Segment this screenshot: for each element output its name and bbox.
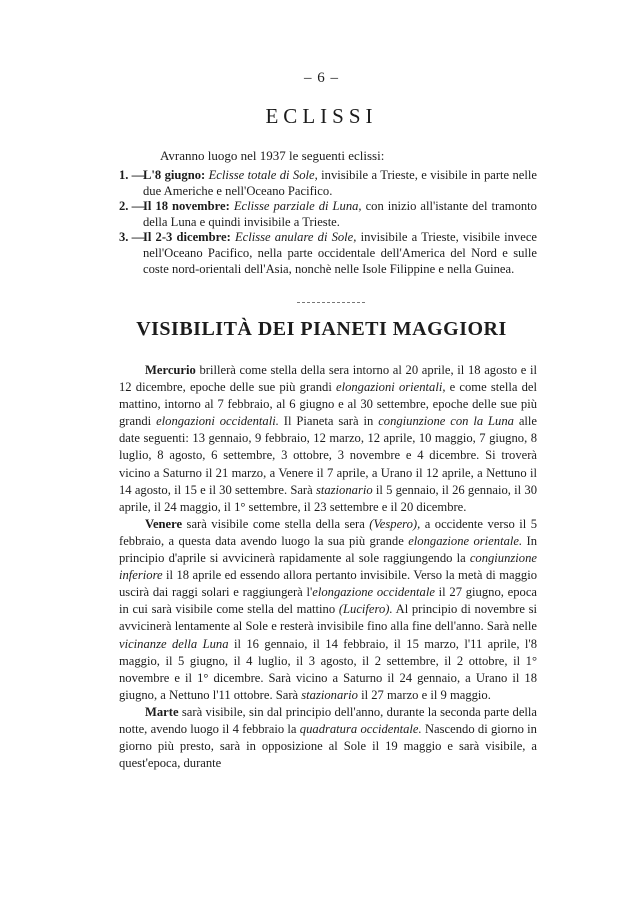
- eclipse-item-3: [119, 230, 537, 277]
- italic-term: quadratura occidentale.: [299, 721, 422, 736]
- paragraph-venere: [119, 516, 537, 704]
- paragraph-mercurio: [119, 362, 537, 516]
- eclipse-type: Eclisse anulare di Sole,: [234, 230, 357, 245]
- text-run: il 16 gennaio, il 14 febbraio, il 15 marzo, l'11 aprile, l'8 maggio, il 5 giugno, il 4 luglio, il 3 agosto, il 2 settembre, il 2 ottobre, il 1° novembre e il 1° dicembre. Sarà vicino a Saturno il 24 gennaio, a Urano il 18 giugno, a Nettuno l'11 ottobre. Sarà: [119, 636, 537, 702]
- text-run: Il Pianeta sarà in: [278, 414, 379, 429]
- italic-term: elongazioni occidentali.: [156, 414, 279, 429]
- eclipse-item-2: [119, 199, 537, 230]
- eclissi-intro: Avranno luogo nel 1937 le seguenti eclissi:: [160, 148, 385, 163]
- italic-term: (Lucifero).: [338, 602, 393, 617]
- italic-term: stazionario: [301, 687, 358, 702]
- text-run: sarà visibile, sin dal principio dell'anno, durante la seconda parte della notte, avendo luogo il 4 febbraio la: [119, 704, 537, 736]
- eclipse-number: 2. —: [119, 199, 145, 214]
- italic-term: stazionario: [315, 482, 373, 497]
- eclipse-date: Il 18 novembre:: [143, 199, 230, 214]
- italic-term: elongazione orientale.: [408, 533, 523, 548]
- eclipse-number: 3. —: [119, 230, 145, 245]
- eclipse-description: con inizio all'istante del tramonto della Luna e quindi invisibile a Trieste.: [143, 199, 537, 229]
- italic-term: elongazioni orientali,: [336, 380, 446, 395]
- text-run: il 27 giugno, epoca in cui sarà visibile come stella del mattino: [119, 585, 537, 617]
- text-run: il 5 gennaio, il 26 gennaio, il 30 aprile, il 24 maggio, il 1° settembre, il 23 settembre e il 20 dicembre.: [119, 482, 537, 514]
- italic-term: congiunzione con la Luna: [378, 414, 514, 429]
- eclipse-date: Il 2-3 dicembre:: [143, 230, 231, 245]
- pianeti-body: [119, 362, 537, 772]
- pianeti-title: VISIBILITÀ DEI PIANETI MAGGIORI: [136, 318, 507, 340]
- text-run: Al principio di novembre si avvicinerà lentamente al Sole e resterà invisibile fino alla fine dell'anno. Sarà nelle: [119, 602, 538, 634]
- text-run: il 27 marzo e il 9 maggio.: [357, 687, 491, 702]
- eclipse-item-1: [119, 168, 537, 199]
- text-run: il 18 aprile ed essendo allora pertanto invisibile. Verso la metà di maggio uscirà dai raggi solari e raggiungerà l': [119, 568, 537, 600]
- page-number: – 6 –: [304, 70, 339, 86]
- paragraph-marte: [119, 704, 537, 772]
- eclipse-description: invisibile a Trieste, visibile invece nell'Oceano Pacifico, nella parte occidentale dell'America del Nord e sulle coste nord-orientali dell'Asia, nonchè nelle Isole Filippine e nella Guinea.: [143, 230, 538, 276]
- italic-term: (Vespero),: [369, 516, 421, 531]
- eclipse-type: Eclisse parziale di Luna,: [233, 199, 362, 214]
- italic-term: congiunzione inferiore: [119, 551, 537, 583]
- text-run: In principio d'aprile si avvicinerà rapidamente al sole raggiungendo la: [119, 533, 538, 566]
- planet-name-mercurio: Mercurio: [145, 363, 196, 377]
- planet-name-venere: Venere: [145, 516, 183, 531]
- eclipse-type: Eclisse totale di Sole,: [208, 168, 318, 182]
- text-run: alle date seguenti: 13 gennaio, 9 febbraio, 12 marzo, 12 aprile, 10 maggio, 7 giugno, 8 luglio, 8 agosto, 6 settembre, 3 ottobre, 3 novembre e 4 dicembre. Si troverà vicino a Saturno il 21 marzo, a Venere il 7 aprile, a Urano il 12 aprile, a Nettuno il 14 agosto, il 15 e il 30 settembre. Sarà: [119, 414, 537, 497]
- italic-term: elongazione occidentale: [312, 585, 435, 600]
- text-run: sarà visibile come stella della sera: [182, 516, 370, 531]
- section-separator: [297, 302, 365, 303]
- italic-term: vicinanze della Luna: [119, 636, 229, 651]
- text-run: e come stella del mattino, intorno al 7 febbraio, al 6 giugno e al 30 settembre, epoche delle sue più grandi: [119, 380, 537, 429]
- eclipse-description: invisibile a Trieste, e visibile in parte nelle due Americhe e nell'Oceano Pacifico.: [143, 168, 537, 198]
- eclipse-list: [119, 168, 537, 277]
- text-run: a occidente verso il 5 febbraio, a questa data avendo luogo la sua più grande: [119, 516, 537, 548]
- eclissi-title: ECLISSI: [265, 104, 378, 128]
- planet-name-marte: Marte: [145, 704, 179, 719]
- text-run: Nascendo di giorno in giorno più presto, sarà in opposizione al Sole il 19 maggio e sarà visibile, a quest'epoca, durante: [119, 721, 537, 771]
- eclipse-date: L'8 giugno:: [143, 168, 206, 182]
- text-run: brillerà come stella della sera intorno al 20 aprile, il 18 agosto e il 12 dicembre, epoche delle sue più grandi: [119, 363, 537, 395]
- eclipse-number: 1. —: [119, 168, 145, 182]
